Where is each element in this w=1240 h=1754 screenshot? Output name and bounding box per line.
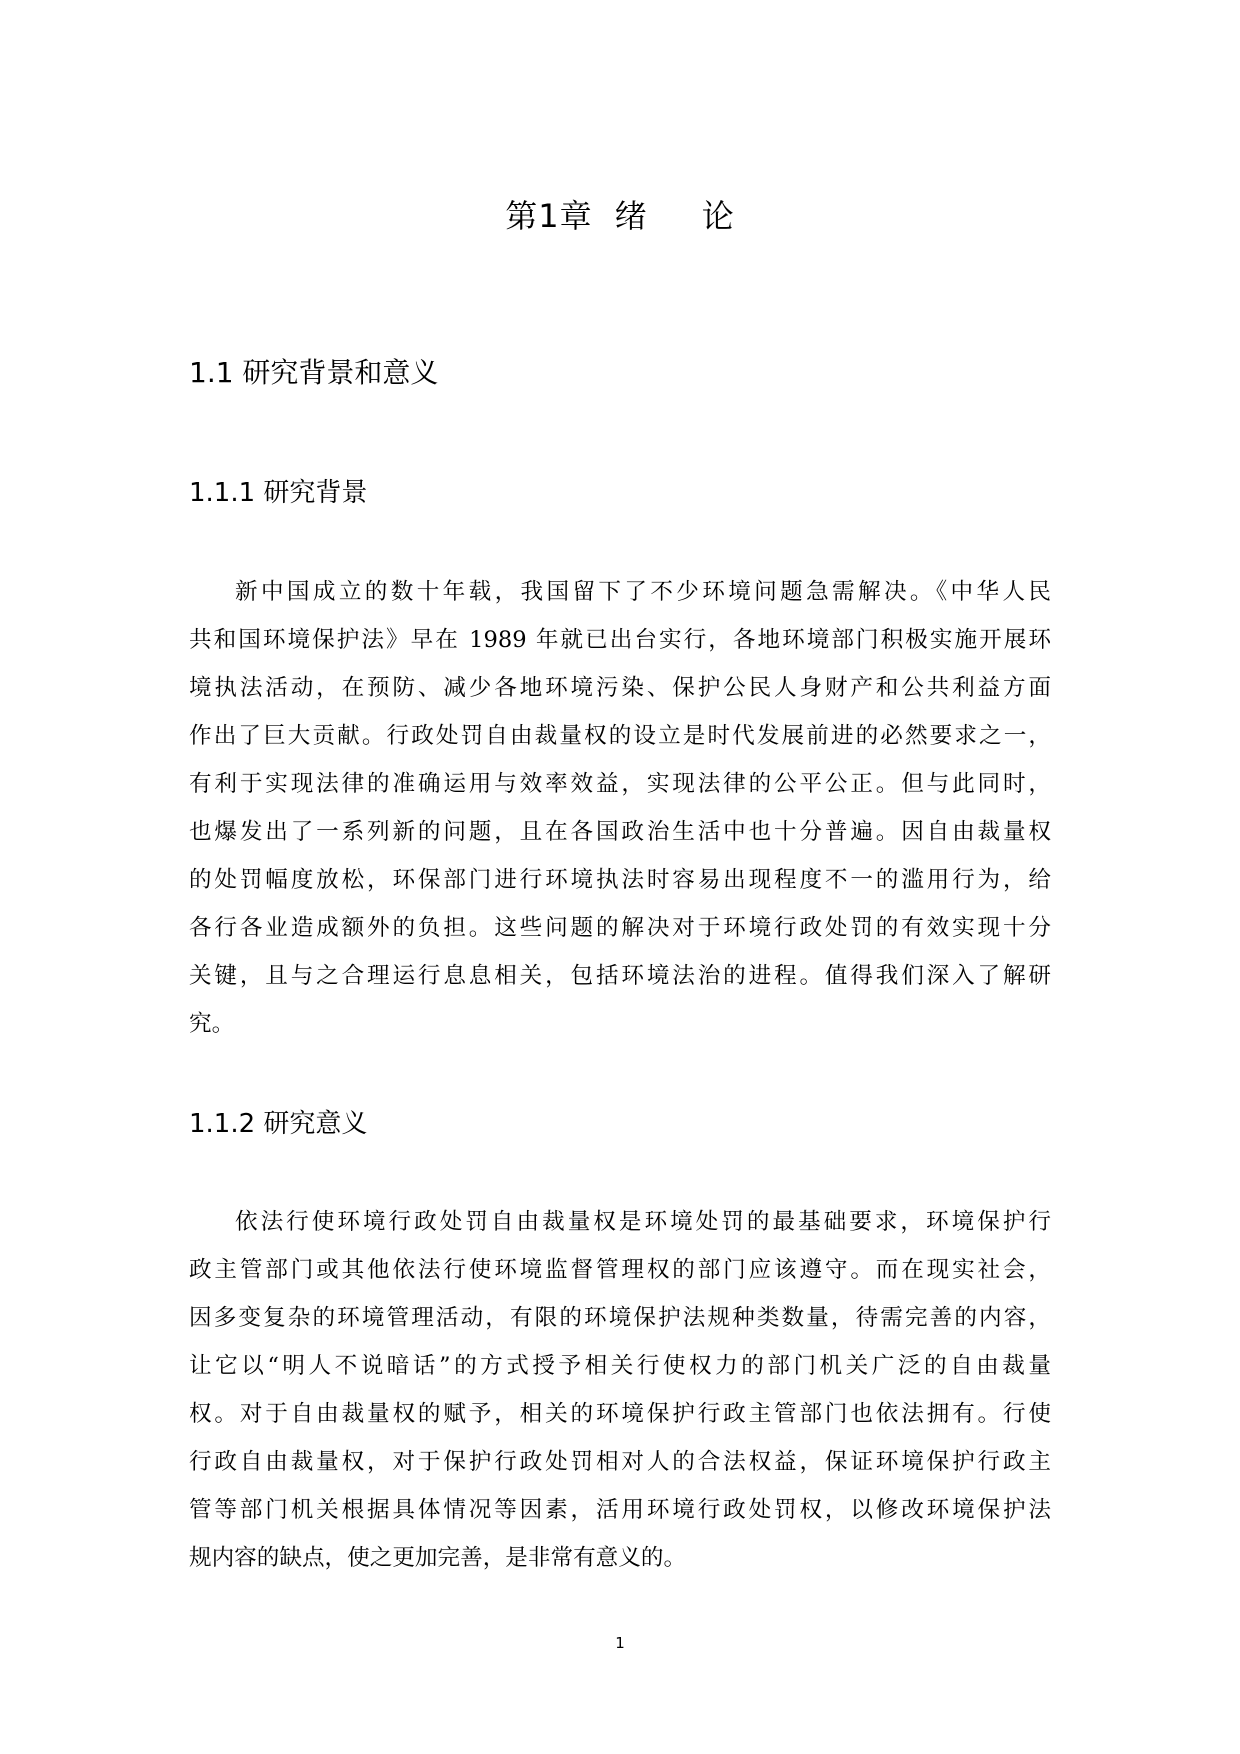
paragraph-research-background	[189, 568, 1051, 1048]
chapter-title-char-1: 绪	[614, 197, 648, 235]
paragraph-line: 依法行使环境行政处罚自由裁量权是环境处罚的最基础要求，环境保护行	[235, 1209, 1051, 1235]
paragraph-line: 的处罚幅度放松，环保部门进行环境执法时容易出现程度不一的滥用行为，给	[189, 867, 1051, 893]
paragraph-line: 行政自由裁量权，对于保护行政处罚相对人的合法权益，保证环境保护行政主	[189, 1449, 1051, 1475]
paragraph-line: 新中国成立的数十年载，我国留下了不少环境问题急需解决。《中华人民	[235, 579, 1051, 605]
paragraph-line: 究。	[189, 1011, 235, 1037]
paragraph-research-significance	[189, 1198, 1051, 1582]
paragraph-line: 政主管部门或其他依法行使环境监督管理权的部门应该遵守。而在现实社会，	[189, 1257, 1051, 1283]
subsection-heading-1-1-2: 1.1.2 研究意义	[189, 1109, 368, 1139]
paragraph-line: 各行各业造成额外的负担。这些问题的解决对于环境行政处罚的有效实现十分	[189, 915, 1051, 941]
section-heading-1-1: 1.1 研究背景和意义	[189, 356, 439, 389]
paragraph-line: 规内容的缺点，使之更加完善，是非常有意义的。	[189, 1545, 687, 1571]
chapter-title	[0, 196, 1240, 236]
paragraph-line: 共和国环境保护法》早在 1989 年就已出台实行，各地环境部门积极实施开展环	[189, 627, 1051, 653]
paragraph-line: 有利于实现法律的准确运用与效率效益，实现法律的公平公正。但与此同时，	[189, 771, 1051, 797]
chapter-number: 第1章	[505, 197, 593, 235]
subsection-heading-1-1-1: 1.1.1 研究背景	[189, 478, 368, 508]
paragraph-line: 作出了巨大贡献。行政处罚自由裁量权的设立是时代发展前进的必然要求之一，	[189, 723, 1051, 749]
paragraph-line: 因多变复杂的环境管理活动，有限的环境保护法规种类数量，待需完善的内容，	[189, 1305, 1051, 1331]
page-number: 1	[615, 1634, 625, 1652]
paragraph-line: 也爆发出了一系列新的问题，且在各国政治生活中也十分普遍。因自由裁量权	[189, 819, 1051, 845]
chapter-title-char-2: 论	[701, 197, 735, 235]
paragraph-line: 权。对于自由裁量权的赋予，相关的环境保护行政主管部门也依法拥有。行使	[189, 1401, 1051, 1427]
paragraph-line: 境执法活动，在预防、减少各地环境污染、保护公民人身财产和公共利益方面	[189, 675, 1051, 701]
paragraph-line: 关键，且与之合理运行息息相关，包括环境法治的进程。值得我们深入了解研	[189, 963, 1051, 989]
paragraph-line: 管等部门机关根据具体情况等因素，活用环境行政处罚权，以修改环境保护法	[189, 1497, 1051, 1523]
paragraph-line: 让它以“明人不说暗话”的方式授予相关行使权力的部门机关广泛的自由裁量	[189, 1353, 1051, 1379]
